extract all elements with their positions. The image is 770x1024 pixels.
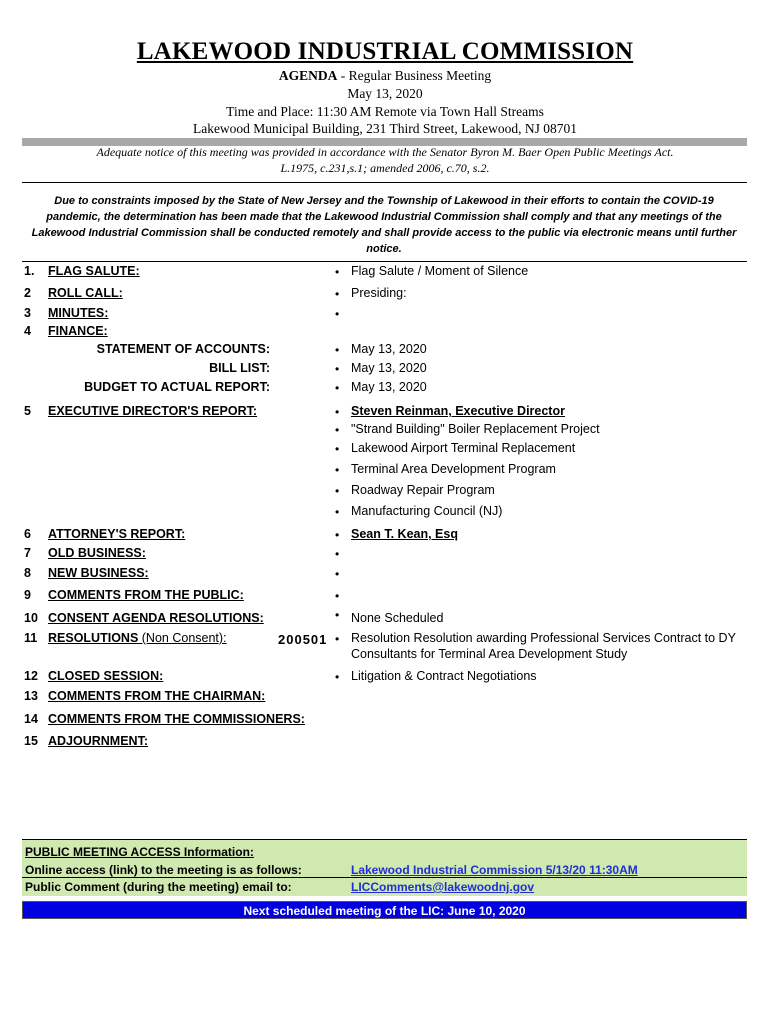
item-number: 4 — [24, 324, 31, 338]
bullet: • — [335, 265, 340, 279]
bullet: • — [335, 442, 340, 456]
statement-of-accounts: STATEMENT OF ACCOUNTS: — [96, 342, 270, 356]
bullet: • — [335, 405, 340, 419]
item-resolutions — [48, 631, 227, 645]
open-meetings-notice: Adequate notice of this meeting was provided in accordance with the Senator Byron M. Baer Open Public Meetings Act. — [96, 145, 674, 159]
item-note: None Scheduled — [351, 611, 444, 625]
item-roll-call: ROLL CALL: — [48, 286, 123, 300]
item-number: 14 — [24, 712, 38, 726]
item-number: 13 — [24, 689, 38, 703]
item-number: 7 — [24, 546, 31, 560]
item-adjournment: ADJOURNMENT: — [48, 734, 148, 748]
bullet: • — [335, 381, 340, 395]
resolution-description: Resolution Resolution awarding Professional Services Contract to DY — [351, 631, 736, 645]
agenda-line — [0, 68, 770, 84]
bullet: • — [335, 547, 340, 561]
budget-to-actual: BUDGET TO ACTUAL REPORT: — [84, 380, 270, 394]
item-note: Litigation & Contract Negotiations — [351, 669, 537, 683]
item-chairman-comments: COMMENTS FROM THE CHAIRMAN: — [48, 689, 266, 703]
location: Lakewood Municipal Building, 231 Third Street, Lakewood, NJ 08701 — [192, 121, 578, 136]
bullet: • — [335, 567, 340, 581]
bullet: • — [335, 423, 340, 437]
statute-citation: L.1975, c.231,s.1; amended 2006, c.70, s.2. — [280, 161, 490, 175]
meeting-date: May 13, 2020 — [347, 86, 423, 101]
item-note: Flag Salute / Moment of Silence — [351, 264, 529, 278]
time-place: Time and Place: 11:30 AM Remote via Town Hall Streams — [226, 104, 544, 119]
page-title: LAKEWOOD INDUSTRIAL COMMISSION — [136, 38, 634, 65]
bullet: • — [335, 484, 340, 498]
budget-date: May 13, 2020 — [351, 380, 427, 394]
bullet: • — [335, 307, 340, 321]
meeting-link[interactable]: Lakewood Industrial Commission 5/13/20 11:30AM — [351, 863, 638, 877]
bullet: • — [335, 505, 340, 519]
bullet: • — [335, 670, 340, 684]
item-closed-session: CLOSED SESSION: — [48, 669, 164, 683]
resolutions-qualifier: (Non Consent): — [138, 631, 227, 645]
item-public-comments: COMMENTS FROM THE PUBLIC: — [48, 588, 244, 602]
report-topic: Lakewood Airport Terminal Replacement — [351, 441, 576, 455]
item-number: 9 — [24, 588, 31, 602]
bill-list: BILL LIST: — [209, 361, 270, 375]
item-number: 10 — [24, 611, 38, 625]
attorney-name: Sean T. Kean, Esq — [351, 527, 458, 541]
item-note: Presiding: — [351, 286, 407, 300]
item-number: 5 — [24, 404, 31, 418]
bullet: • — [335, 632, 340, 646]
item-number: 2 — [24, 286, 31, 300]
bullet: • — [335, 463, 340, 477]
report-topic: Roadway Repair Program — [351, 483, 495, 497]
public-comment-label: Public Comment (during the meeting) email to: — [25, 880, 292, 894]
item-number: 11 — [24, 631, 38, 645]
comment-email-link[interactable]: LICComments@lakewoodnj.gov — [351, 880, 535, 894]
report-topic: "Strand Building" Boiler Replacement Project — [351, 422, 600, 436]
item-number: 15 — [24, 734, 38, 748]
resolutions-label: RESOLUTIONS — [48, 631, 139, 645]
bullet: • — [335, 287, 340, 301]
statement-date: May 13, 2020 — [351, 342, 427, 356]
access-divider — [22, 877, 747, 878]
item-consent-resolutions: CONSENT AGENDA RESOLUTIONS: — [48, 611, 264, 625]
bill-list-date: May 13, 2020 — [351, 361, 427, 375]
item-old-business: OLD BUSINESS: — [48, 546, 146, 560]
bullet: • — [335, 589, 340, 603]
next-meeting-banner: Next scheduled meeting of the LIC: June 10, 2020 — [22, 901, 747, 919]
bullet: • — [335, 343, 340, 357]
resolution-description-cont: Consultants for Terminal Area Development Study — [351, 647, 628, 661]
online-access-label: Online access (link) to the meeting is as follows: — [25, 863, 302, 877]
executive-director: Steven Reinman, Executive Director — [351, 404, 565, 418]
covid-notice: Due to constraints imposed by the State of New Jersey and the Township of Lakewood in their efforts to contain the COVID-19 pandemic, the determination has been made that the Lakewood Industrial Commission shall comply and that any meetings of the Lakewood Industrial Commission shall be conducted remotely and shall provide access to the public via electronic means until further notice. — [31, 195, 737, 255]
item-number: 12 — [24, 669, 38, 683]
report-topic: Manufacturing Council (NJ) — [351, 504, 503, 518]
report-topic: Terminal Area Development Program — [351, 462, 556, 476]
item-finance: FINANCE: — [48, 324, 108, 338]
notice-divider — [22, 182, 747, 183]
item-flag-salute: FLAG SALUTE: — [48, 264, 140, 278]
item-number: 8 — [24, 566, 31, 580]
resolution-number: 200501 — [278, 632, 328, 647]
agenda-label: AGENDA — [278, 68, 338, 83]
item-attorney-report: ATTORNEY'S REPORT: — [48, 527, 186, 541]
bullet: • — [335, 362, 340, 376]
agenda-type: - Regular Business Meeting — [337, 68, 492, 83]
item-number: 1. — [24, 264, 35, 278]
item-number: 3 — [24, 306, 31, 320]
item-executive-report: EXECUTIVE DIRECTOR'S REPORT: — [48, 404, 258, 418]
agenda-divider — [22, 261, 747, 262]
bullet: • — [335, 608, 340, 622]
item-commissioner-comments: COMMENTS FROM THE COMMISSIONERS: — [48, 712, 305, 726]
item-minutes: MINUTES: — [48, 306, 109, 320]
item-new-business: NEW BUSINESS: — [48, 566, 149, 580]
access-heading: PUBLIC MEETING ACCESS Information: — [25, 845, 254, 859]
item-number: 6 — [24, 527, 31, 541]
bullet: • — [335, 528, 340, 542]
